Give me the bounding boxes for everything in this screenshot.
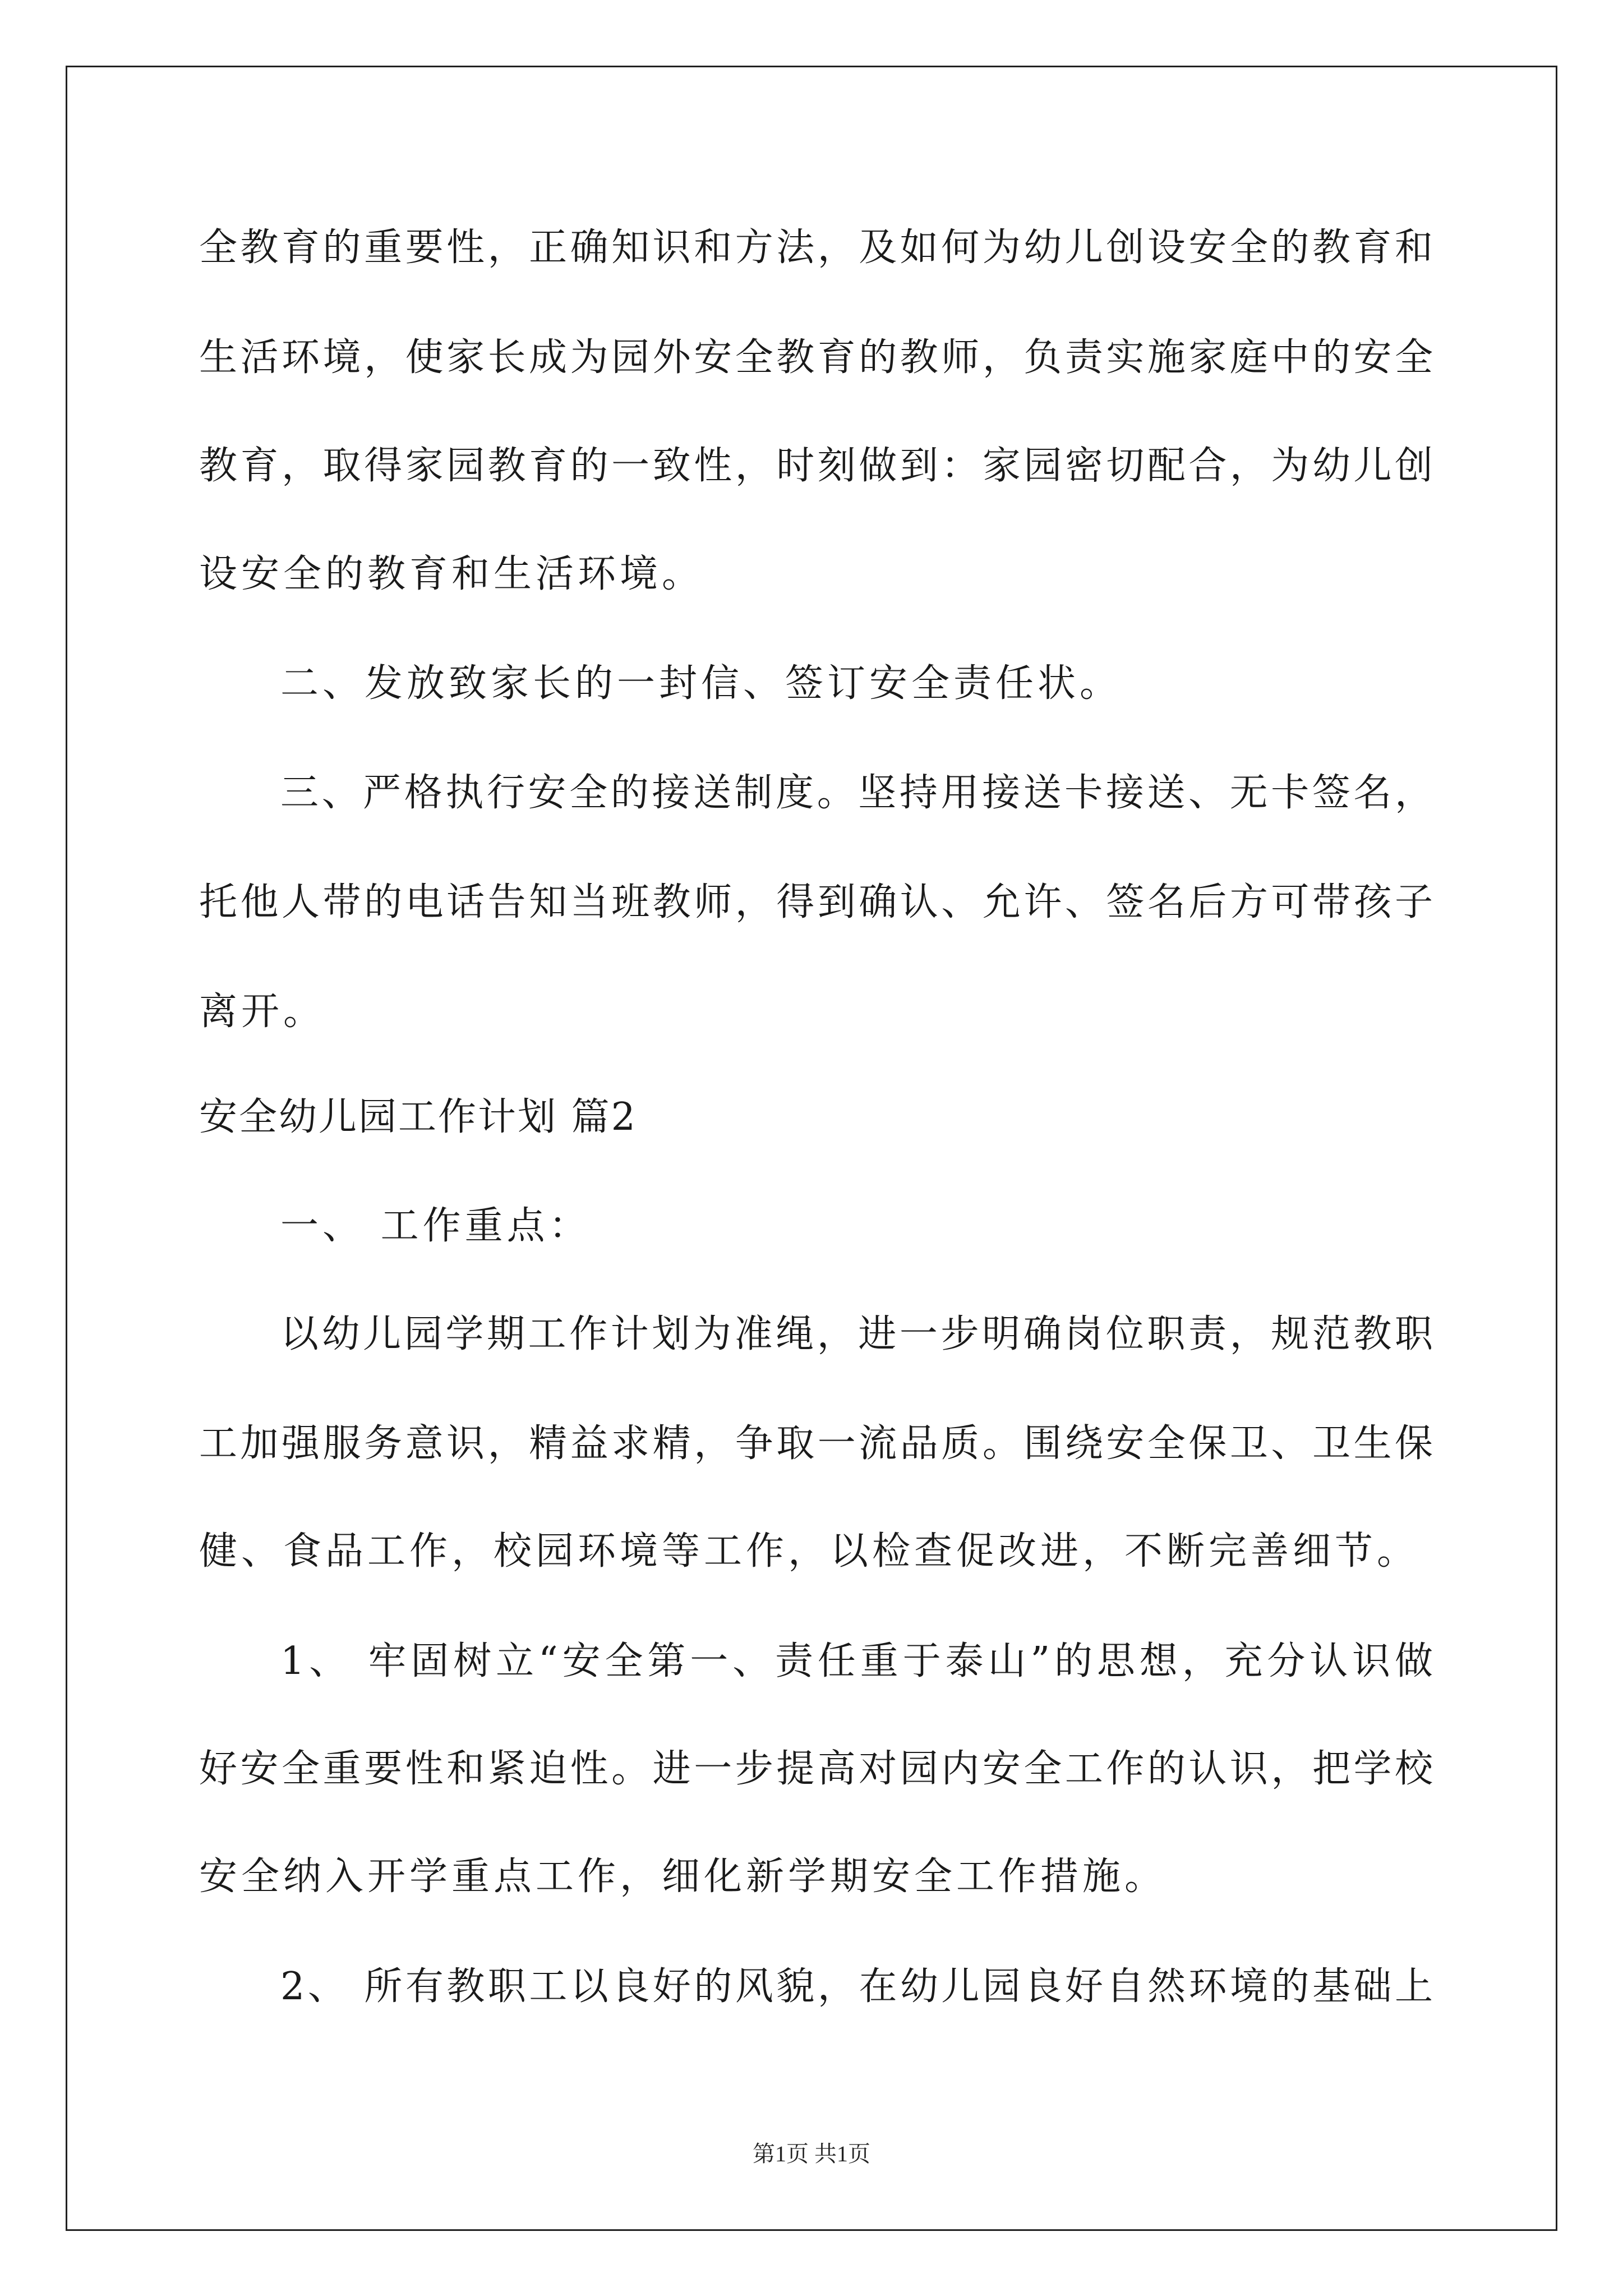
subheading: 一、 工作重点： — [280, 1204, 591, 1248]
paragraph-line: 健、食品工作，校园环境等工作，以检查促改进，不断完善细节。 — [199, 1529, 1419, 1573]
paragraph-line: 以幼儿园学期工作计划为准绳，进一步明确岗位职责，规范教职 — [280, 1312, 1433, 1356]
paragraph-line: 二、发放致家长的一封信、签订安全责任状。 — [280, 661, 1122, 706]
paragraph-line: 安全纳入开学重点工作，细化新学期安全工作措施。 — [199, 1855, 1167, 1899]
page-border — [66, 66, 1557, 2231]
paragraph-line: 工加强服务意识，精益求精，争取一流品质。围绕安全保卫、卫生保 — [199, 1421, 1433, 1466]
paragraph-line: 2、 所有教职工以良好的风貌，在幼儿园良好自然环境的基础上 — [280, 1964, 1433, 2009]
section-heading: 安全幼儿园工作计划 篇2 — [199, 1095, 637, 1139]
paragraph-line: 离开。 — [199, 990, 326, 1034]
paragraph-line: 1、 牢固树立“安全第一、责任重于泰山”的思想，充分认识做 — [280, 1639, 1433, 1683]
paragraph-line: 托他人带的电话告知当班教师，得到确认、允许、签名后方可带孩子 — [199, 880, 1433, 924]
paragraph-line: 生活环境，使家长成为园外安全教育的教师，负责实施家庭中的安全 — [199, 335, 1433, 380]
paragraph-line: 好安全重要性和紧迫性。进一步提高对园内安全工作的认识，把学校 — [199, 1747, 1433, 1791]
paragraph-line: 全教育的重要性，正确知识和方法，及如何为幼儿创设安全的教育和 — [199, 226, 1433, 270]
paragraph-line: 设安全的教育和生活环境。 — [199, 552, 704, 596]
paragraph-line: 三、严格执行安全的接送制度。坚持用接送卡接送、无卡签名， — [280, 771, 1433, 815]
paragraph-line: 教育，取得家园教育的一致性，时刻做到：家园密切配合，为幼儿创 — [199, 444, 1433, 488]
page-number-footer: 第1页 共1页 — [753, 2141, 870, 2166]
